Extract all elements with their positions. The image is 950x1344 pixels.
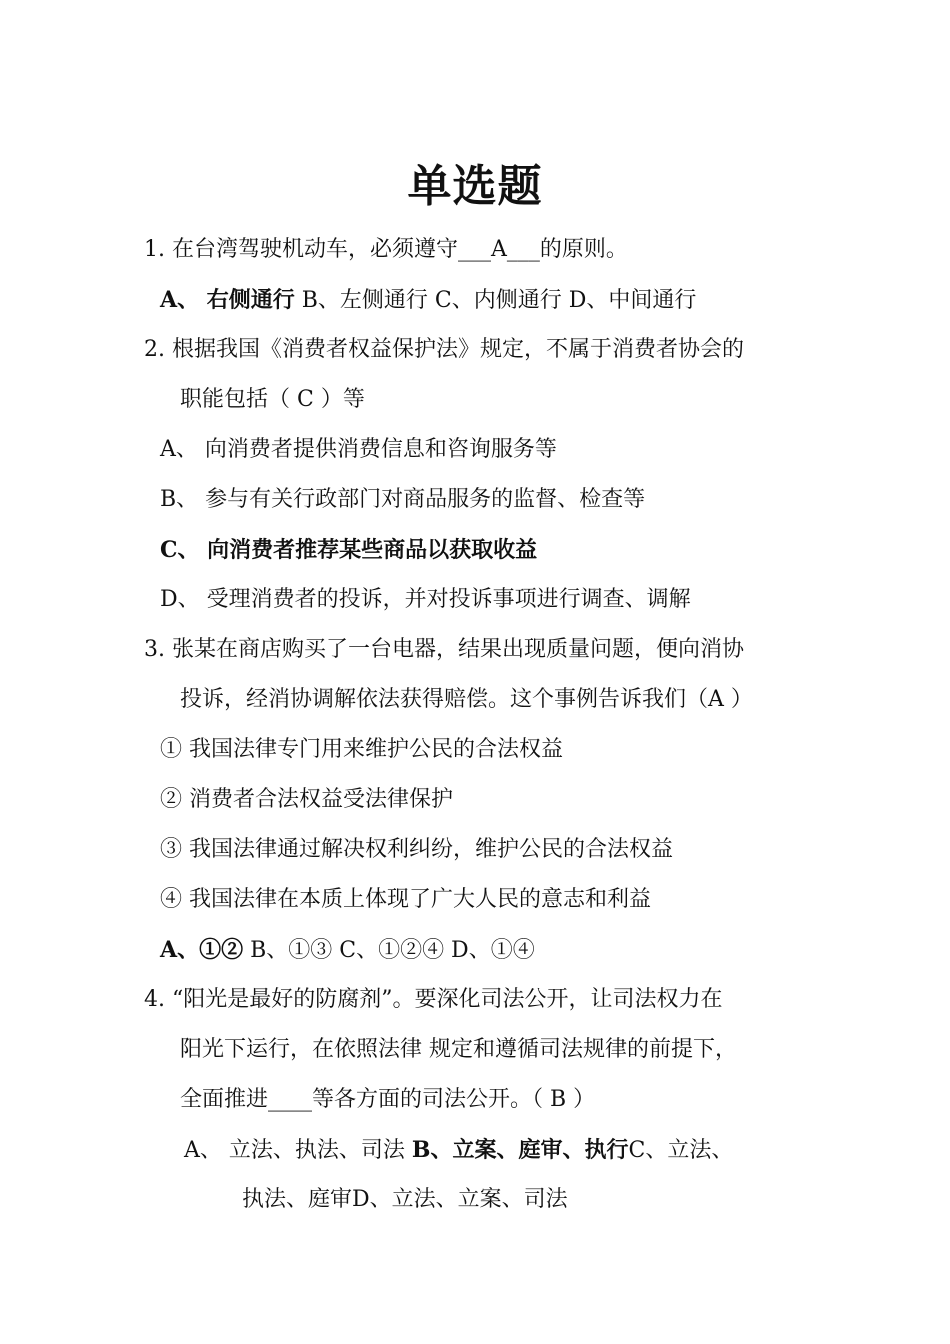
question-2-stem-line-2: 职能包括（ C ）等 [180,387,365,412]
question-4-option-c: C、立法、 [628,1138,734,1163]
question-2-option-b: B、 参与有关行政部门对商品服务的监督、检查等 [160,487,646,512]
question-1-blank: ___A___ [457,237,540,262]
question-3-other-options: B、①③ C、①②④ D、①④ [243,938,535,963]
question-2-option-d: D、 受理消费者的投诉，并对投诉事项进行调查、调解 [160,587,691,612]
question-4-blank: ____ [268,1087,313,1112]
question-4-option-a: A、 立法、执法、司法 [184,1138,412,1163]
question-4-options-line-2: 执法、庭审D、立法、立案、司法 [242,1187,568,1212]
question-2-option-c-correct: C、 向消费者推荐某些商品以获取收益 [160,537,538,563]
question-3-options [160,935,535,966]
question-1-other-options: B、左侧通行 C、内侧通行 D、中间通行 [294,288,697,313]
question-4-stem-line-2: 阳光下运行，在依照法律 规定和遵循司法规律的前提下， [180,1037,737,1062]
question-4-stem-text: 全面推进 [180,1087,269,1112]
question-4-option-b-correct: B、立案、庭审、执行 [411,1137,629,1163]
question-2-stem-line-1: 2. 根据我国《消费者权益保护法》规定，不属于消费者协会的 [144,337,744,362]
question-3-statement-2: ② 消费者合法权益受法律保护 [160,787,453,812]
question-3-correct-option: A、①② [160,937,244,963]
question-2-option-a: A、 向消费者提供消费信息和咨询服务等 [160,437,557,462]
question-1-stem [144,235,628,265]
question-1-options [160,285,696,316]
question-3-stem-line-1: 3. 张某在商店购买了一台电器，结果出现质量问题，便向消协 [144,637,744,662]
question-1-stem-text: 1. 在台湾驾驶机动车，必须遵守 [144,237,458,262]
question-3-statement-1: ① 我国法律专门用来维护公民的合法权益 [160,737,563,762]
question-4-stem-line-3 [180,1085,595,1115]
question-3-stem-line-2: 投诉，经消协调解依法获得赔偿。这个事例告诉我们（A ） [180,687,753,712]
question-4-stem-end: 等各方面的司法公开。（ B ） [312,1087,596,1112]
question-3-statement-3: ③ 我国法律通过解决权利纠纷，维护公民的合法权益 [160,837,673,862]
question-3-statement-4: ④ 我国法律在本质上体现了广大人民的意志和利益 [160,887,651,912]
page-title: 单选题 [407,161,543,212]
question-1-stem-end: 的原则。 [539,237,628,262]
question-4-stem-line-1: 4. “阳光是最好的防腐剂”。要深化司法公开，让司法权力在 [144,987,723,1012]
question-4-options-line-1 [184,1135,733,1166]
question-1-correct-option: A、 右侧通行 [160,287,295,313]
